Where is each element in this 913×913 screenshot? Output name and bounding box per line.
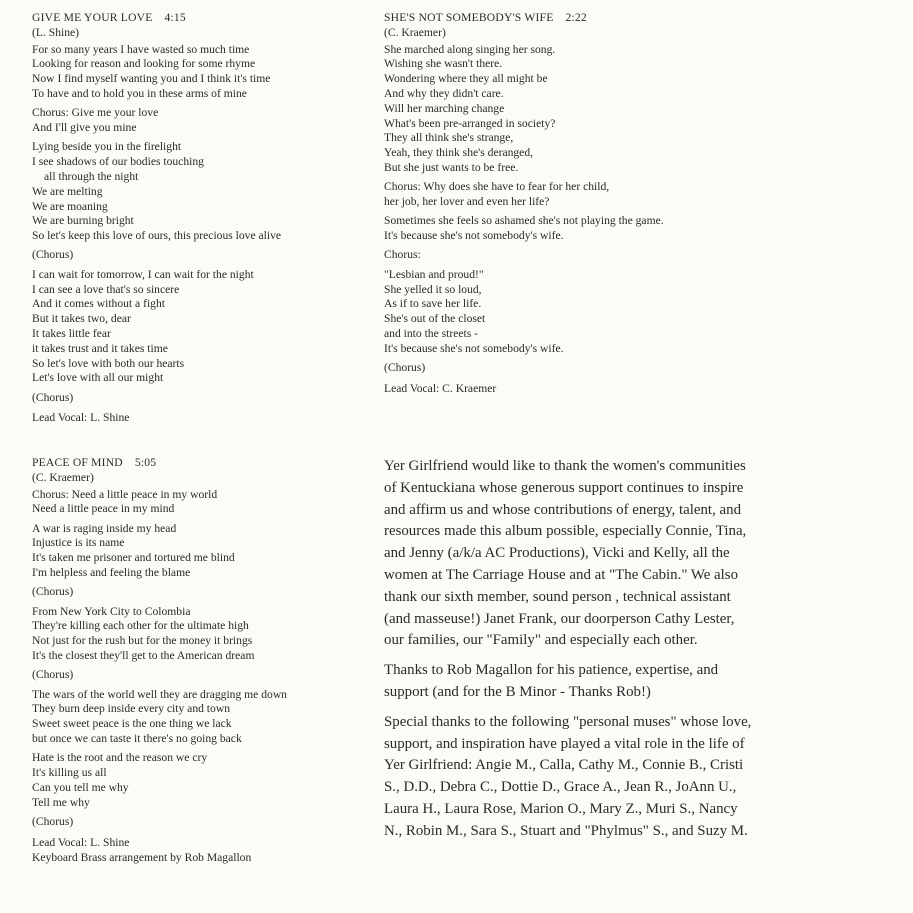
lyric-line: We are moaning [32, 199, 108, 213]
prose-line: Special thanks to the following "personal muses" whose love, [384, 713, 752, 730]
lyric-line: They all think she's strange, [384, 131, 514, 145]
lyric-stanza [32, 43, 281, 102]
lyric-stanza [32, 248, 281, 263]
lyric-stanza [32, 522, 287, 581]
song-peace-of-mind [32, 456, 287, 865]
prose-line: Laura H., Laura Rose, Marion O., Mary Z., Muri S., Nancy [384, 800, 738, 817]
lyric-line: (Chorus) [32, 585, 74, 599]
song-duration: 4:15 [164, 11, 186, 24]
lyric-stanza [32, 605, 287, 664]
lyric-stanza [384, 268, 664, 357]
song-author: (C. Kraemer) [384, 25, 446, 39]
lyric-line: and into the streets - [384, 326, 479, 340]
lyric-stanza [32, 815, 287, 830]
lyric-line: To have and to hold you in these arms of mine [32, 86, 247, 100]
song-author: (C. Kraemer) [32, 470, 94, 484]
prose-line: support, and inspiration have played a vital role in the life of [384, 735, 745, 752]
lyric-line: Hate is the root and the reason we cry [32, 751, 208, 765]
lyric-line: (Chorus) [32, 390, 74, 404]
lyric-stanza [32, 391, 281, 406]
lyric-line: Lying beside you in the firelight [32, 140, 182, 154]
lyric-line: Not just for the rush but for the money it brings [32, 634, 253, 648]
lyric-line: And I'll give you mine [32, 121, 137, 135]
lyric-stanza [32, 668, 287, 683]
lyric-stanza [32, 488, 287, 518]
prose-line: Yer Girlfriend would like to thank the women's communities [384, 458, 746, 474]
credit-line: Keyboard Brass arrangement by Rob Magallon [32, 850, 252, 864]
prose-line: (and masseuse!) Janet Frank, our doorperson Cathy Lester, [384, 610, 735, 627]
lyric-stanza [384, 361, 664, 376]
lyric-line: And why they didn't care. [384, 86, 504, 100]
lyric-line: but once we can taste it there's no going back [32, 732, 242, 746]
lyric-line: It takes little fear [32, 326, 111, 340]
prose-line: and affirm us and whose contributions of energy, talent, and [384, 501, 742, 518]
song-duration: 5:05 [134, 456, 157, 469]
acknowledgements [384, 456, 834, 851]
lyric-line: I'm helpless and feeling the blame [32, 566, 191, 580]
lyric-line: Injustice is its name [32, 536, 125, 550]
lyric-line: (Chorus) [32, 248, 74, 262]
lyric-line: It's the closest they'll get to the American dream [32, 649, 255, 663]
song-title: GIVE ME YOUR LOVE [32, 11, 153, 24]
lyric-stanza [32, 106, 281, 136]
lyric-line: What's been pre-arranged in society? [384, 116, 556, 130]
lyric-line: They burn deep inside every city and town [32, 702, 230, 716]
lyric-line: (Chorus) [32, 668, 74, 682]
lyric-line: Tell me why [32, 795, 90, 809]
lyric-line: It's because she's not somebody's wife. [384, 229, 564, 243]
prose-line: Yer Girlfriend: Angie M., Calla, Cathy M., Connie B., Cristi [384, 757, 744, 774]
lyric-line: It's because she's not somebody's wife. [384, 341, 564, 355]
prose-line: Thanks to Rob Magallon for his patience, expertise, and [384, 662, 719, 679]
song-title-line [32, 456, 287, 471]
lyrics [32, 43, 281, 406]
lyric-line: But she just wants to be free. [384, 160, 519, 174]
lyric-stanza [32, 751, 287, 810]
lyric-line: Need a little peace in my mind [32, 502, 175, 516]
lyric-line: We are burning bright [32, 214, 134, 228]
lyric-line: But it takes two, dear [32, 312, 131, 326]
lyric-line: We are melting [32, 184, 103, 198]
lyric-line: (Chorus) [32, 815, 74, 829]
lyric-line: I see shadows of our bodies touching [32, 155, 204, 169]
lyric-line: The wars of the world well they are dragging me down [32, 687, 287, 701]
credits [384, 382, 664, 397]
lyric-stanza [384, 248, 664, 263]
prose-line: and Jenny (a/k/a AC Productions), Vicki and Kelly, all the [384, 545, 730, 562]
lyric-stanza [32, 585, 287, 600]
lyric-line: Chorus: Need a little peace in my world [32, 487, 218, 501]
lyric-line: Wishing she wasn't there. [384, 57, 503, 71]
credits [32, 411, 281, 426]
song-shes-not-somebodys-wife [384, 11, 664, 397]
thanks-paragraph-3 [384, 712, 834, 843]
lyrics [32, 488, 287, 830]
lyric-line: Looking for reason and looking for some rhyme [32, 57, 256, 71]
lyric-line: Wondering where they all might be [384, 72, 548, 86]
thanks-paragraph-2 [384, 660, 834, 704]
lyric-line: (Chorus) [384, 361, 426, 375]
lyric-line: her job, her lover and even her life? [384, 195, 550, 209]
prose-line: of Kentuckiana whose generous support continues to inspire [384, 479, 744, 496]
lyric-line: Can you tell me why [32, 780, 129, 794]
lyric-line: She marched along singing her song. [384, 42, 556, 56]
lyric-line: it takes trust and it takes time [32, 341, 168, 355]
prose-line: our families, our "Family" and especially each other. [384, 632, 698, 649]
lyric-line: Sweet sweet peace is the one thing we lack [32, 717, 232, 731]
lyric-line: As if to save her life. [384, 297, 482, 311]
prose-line: resources made this album possible, especially Connie, Tina, [384, 523, 747, 540]
lyric-line: all through the night [44, 169, 139, 183]
prose-line: S., D.D., Debra C., Dottie D., Grace A., Jean R., JoAnn U., [384, 779, 737, 796]
lyric-line: It's killing us all [32, 766, 107, 780]
lyric-stanza [32, 140, 281, 244]
song-title-line [32, 11, 281, 26]
lyric-line: Sometimes she feels so ashamed she's not playing the game. [384, 214, 664, 228]
lyric-line: They're killing each other for the ultimate high [32, 619, 249, 633]
song-title: SHE'S NOT SOMEBODY'S WIFE [384, 11, 554, 24]
prose-line: thank our sixth member, sound person , technical assistant [384, 588, 731, 605]
lyric-stanza [384, 43, 664, 176]
credits [32, 836, 287, 866]
lyric-stanza [32, 688, 287, 747]
prose-line: N., Robin M., Sara S., Stuart and "Phylmus" S., and Suzy M. [384, 822, 748, 839]
lyric-stanza [384, 214, 664, 244]
credit-line: Lead Vocal: L. Shine [32, 835, 130, 849]
song-title-line [384, 11, 664, 26]
lyric-line: From New York City to Colombia [32, 604, 191, 618]
lyric-line: Yeah, they think she's deranged, [384, 146, 534, 160]
lyric-line: She yelled it so loud, [384, 282, 482, 296]
lyric-line: A war is raging inside my head [32, 521, 177, 535]
lyric-line: Let's love with all our might [32, 371, 164, 385]
lyric-stanza [32, 268, 281, 386]
lyric-line: Chorus: Give me your love [32, 106, 159, 120]
lyric-line: So let's keep this love of ours, this precious love alive [32, 229, 282, 243]
lyric-line: It's taken me prisoner and tortured me blind [32, 551, 235, 565]
song-title: PEACE OF MIND [32, 456, 123, 469]
lyric-line: "Lesbian and proud!" [384, 267, 484, 281]
song-give-me-your-love [32, 11, 281, 426]
lyric-line: Chorus: Why does she have to fear for her child, [384, 180, 610, 194]
lyric-line: She's out of the closet [384, 312, 486, 326]
lyric-line: So let's love with both our hearts [32, 356, 185, 370]
lyric-line: I can wait for tomorrow, I can wait for the night [32, 267, 254, 281]
prose-line: women at The Carriage House and at "The Cabin." We also [384, 566, 739, 583]
credit-line: Lead Vocal: C. Kraemer [384, 381, 497, 395]
song-author: (L. Shine) [32, 25, 80, 39]
lyric-stanza [384, 180, 664, 210]
lyric-line: Will her marching change [384, 101, 505, 115]
credit-line: Lead Vocal: L. Shine [32, 411, 130, 425]
lyric-line: And it comes without a fight [32, 297, 165, 311]
thanks-paragraph-1 [384, 456, 834, 652]
lyric-line: Now I find myself wanting you and I think it's time [32, 72, 271, 86]
song-duration: 2:22 [565, 11, 587, 24]
lyrics [384, 43, 664, 376]
lyric-line: I can see a love that's so sincere [32, 282, 180, 296]
lyric-line: For so many years I have wasted so much time [32, 42, 250, 56]
lyric-line: Chorus: [384, 248, 421, 262]
prose-line: support (and for the B Minor - Thanks Rob!) [384, 683, 651, 700]
